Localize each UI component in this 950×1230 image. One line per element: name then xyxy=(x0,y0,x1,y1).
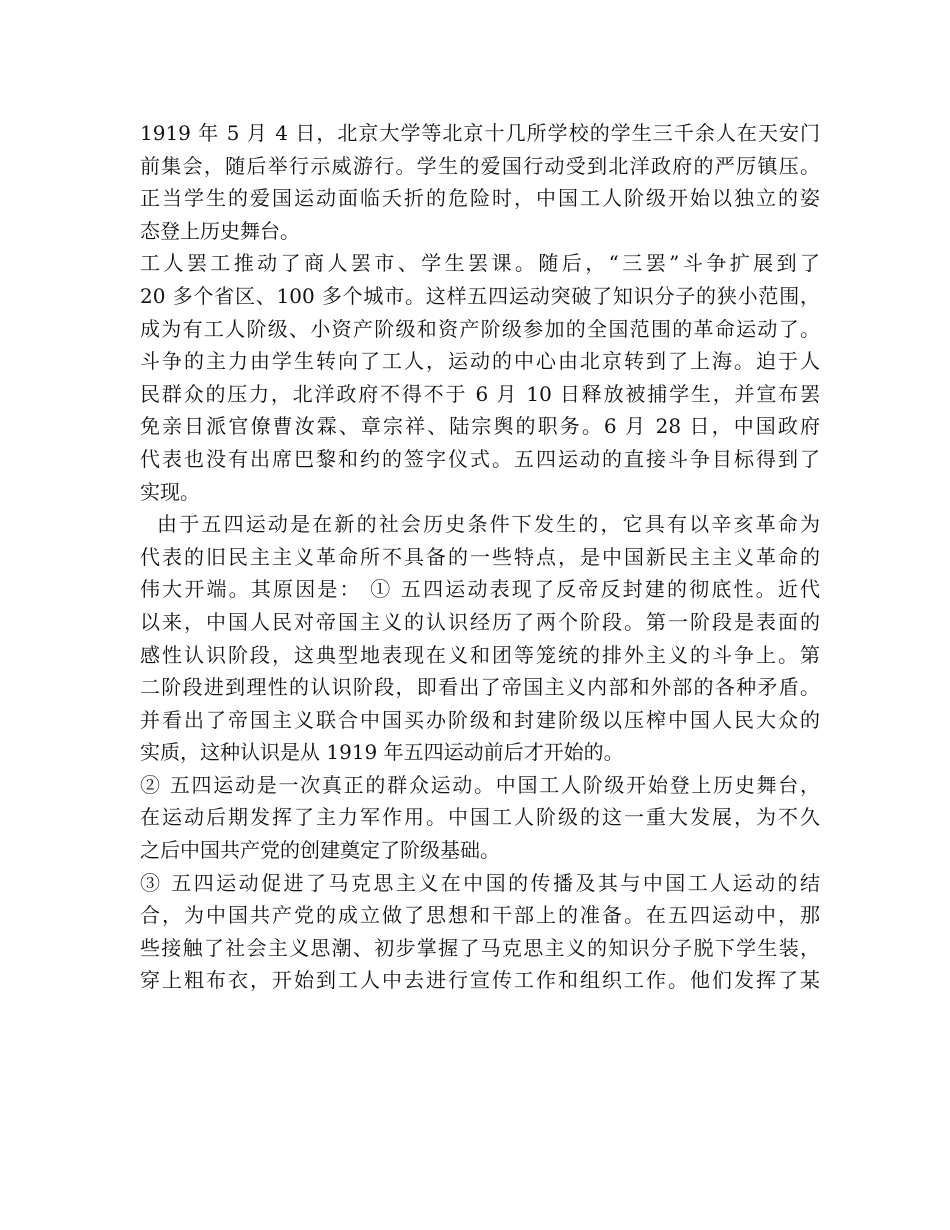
text-line: 以来，中国人民对帝国主义的认识经历了两个阶段。第一阶段是表面的 xyxy=(140,609,820,634)
text-line: 些接触了社会主义思潮、初步掌握了马克思主义的知识分子脱下学生装， xyxy=(140,935,820,960)
text-line: 穿上粗布衣，开始到工人中去进行宣传工作和组织工作。他们发挥了某 xyxy=(140,968,820,993)
text-line: 20 多个省区、100 多个城市。这样五四运动突破了知识分子的狭小范围， xyxy=(140,283,820,308)
text-line: 实质，这种认识是从 1919 年五四运动前后才开始的。 xyxy=(140,740,624,765)
text-line: 工人罢工推动了商人罢市、学生罢课。随后，“三罢”斗争扩展到了 xyxy=(140,251,820,276)
text-line: 民群众的压力，北洋政府不得不于 6 月 10 日释放被捕学生，并宣布罢 xyxy=(140,381,820,406)
text-line: 代表也没有出席巴黎和约的签字仪式。五四运动的直接斗争目标得到了 xyxy=(140,446,820,471)
text-line: 成为有工人阶级、小资产阶级和资产阶级参加的全国范围的革命运动了。 xyxy=(140,316,820,341)
text-line: 1919 年 5 月 4 日，北京大学等北京十几所学校的学生三千余人在天安门 xyxy=(140,121,820,145)
text-line: 代表的旧民主主义革命所不具备的一些特点，是中国新民主主义革命的 xyxy=(140,544,820,569)
text-line: 在运动后期发挥了主力军作用。中国工人阶级的这一重大发展，为不久 xyxy=(140,805,820,830)
document-body xyxy=(140,117,820,997)
text-line: 态登上历史舞台。 xyxy=(140,218,300,243)
text-line: 感性认识阶段，这典型地表现在义和团等笼统的排外主义的斗争上。第 xyxy=(140,642,820,667)
text-line: 合，为中国共产党的成立做了思想和干部上的准备。在五四运动中，那 xyxy=(140,903,820,928)
text-line: 二阶段进到理性的认识阶段，即看出了帝国主义内部和外部的各种矛盾。 xyxy=(140,675,820,700)
text-line: 由于五四运动是在新的社会历史条件下发生的，它具有以辛亥革命为 xyxy=(140,512,820,537)
text-line: 正当学生的爱国运动面临夭折的危险时，中国工人阶级开始以独立的姿 xyxy=(140,186,820,211)
text-line: 之后中国共产党的创建奠定了阶级基础。 xyxy=(140,838,500,863)
text-line: 伟大开端。其原因是： ① 五四运动表现了反帝反封建的彻底性。近代 xyxy=(140,577,820,602)
text-line: 斗争的主力由学生转向了工人，运动的中心由北京转到了上海。迫于人 xyxy=(140,349,820,374)
text-line: 前集会，随后举行示威游行。学生的爱国行动受到北洋政府的严厉镇压。 xyxy=(140,153,820,178)
text-line: 免亲日派官僚曹汝霖、章宗祥、陆宗舆的职务。6 月 28 日，中国政府 xyxy=(140,414,820,439)
text-line: 实现。 xyxy=(140,479,200,504)
text-line: ② 五四运动是一次真正的群众运动。中国工人阶级开始登上历史舞台， xyxy=(140,772,820,797)
text-line: ③ 五四运动促进了马克思主义在中国的传播及其与中国工人运动的结 xyxy=(140,870,820,895)
text-line: 并看出了帝国主义联合中国买办阶级和封建阶级以压榨中国人民大众的 xyxy=(140,707,820,732)
